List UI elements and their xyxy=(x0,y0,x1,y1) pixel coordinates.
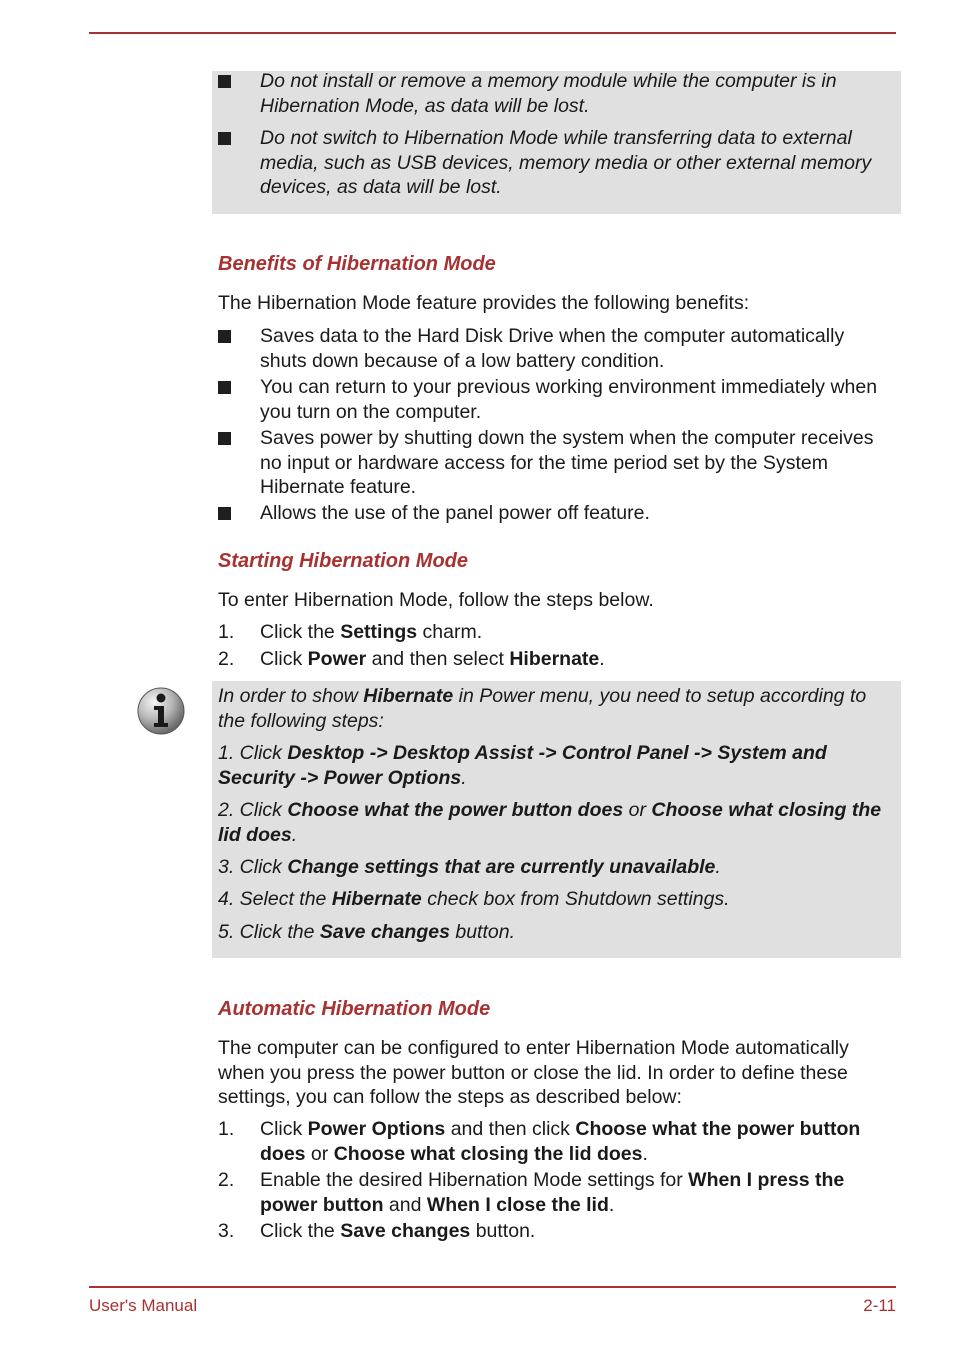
step-number: 1. xyxy=(218,1118,235,1140)
automatic-step-3: Click the Save changes button. xyxy=(260,1220,536,1242)
bullet-icon xyxy=(218,132,231,145)
footer-title: User's Manual xyxy=(89,1296,198,1315)
starting-heading: Starting Hibernation Mode xyxy=(218,550,468,572)
step-number: 2. xyxy=(218,648,235,670)
benefit-item: Saves power by shutting down the system when the computer receives no input or hardware access for the time period set by the System Hibernate feature. xyxy=(260,427,874,498)
info-note-step-1: 1. Click Desktop -> Desktop Assist -> Control Panel -> System and Security -> Power Options. xyxy=(218,742,827,789)
top-rule xyxy=(89,32,896,34)
info-note-step-2: 2. Click Choose what the power button does or Choose what closing the lid does. xyxy=(218,799,882,846)
starting-step-1: Click the Settings charm. xyxy=(260,621,483,643)
step-number: 1. xyxy=(218,621,235,643)
step-number: 3. xyxy=(218,1220,235,1242)
page-number: 2-11 xyxy=(863,1296,896,1315)
info-note-step-5: 5. Click the Save changes button. xyxy=(218,921,516,943)
automatic-heading: Automatic Hibernation Mode xyxy=(218,998,491,1020)
bullet-icon xyxy=(218,75,231,88)
benefit-item: Saves data to the Hard Disk Drive when the computer automatically shuts down because of a low battery condition. xyxy=(260,325,845,372)
bottom-rule xyxy=(89,1286,896,1288)
benefit-item: Allows the use of the panel power off feature. xyxy=(260,502,650,524)
warning-item: Do not install or remove a memory module while the computer is in Hibernation Mode, as data will be lost. xyxy=(260,70,837,117)
bullet-icon xyxy=(218,507,231,520)
warning-item: Do not switch to Hibernation Mode while transferring data to external media, such as USB devices, memory media or other external memory devices, as data will be lost. xyxy=(260,127,872,198)
starting-step-2: Click Power and then select Hibernate. xyxy=(260,648,605,670)
info-note-step-3: 3. Click Change settings that are currently unavailable. xyxy=(218,856,721,878)
automatic-step-1: Click Power Options and then click Choose what the power button does or Choose what closing the lid does. xyxy=(260,1118,861,1165)
info-note-intro: In order to show Hibernate in Power menu, you need to setup according to the following steps: xyxy=(218,685,867,732)
benefit-item: You can return to your previous working environment immediately when you turn on the computer. xyxy=(260,376,878,423)
benefits-heading: Benefits of Hibernation Mode xyxy=(218,253,496,275)
info-icon xyxy=(136,686,186,736)
starting-intro: To enter Hibernation Mode, follow the steps below. xyxy=(218,589,654,611)
automatic-intro: The computer can be configured to enter Hibernation Mode automatically when you press the power button or close the lid. In order to define these settings, you can follow the steps as described below: xyxy=(218,1037,849,1108)
info-note-step-4: 4. Select the Hibernate check box from Shutdown settings. xyxy=(218,888,730,910)
automatic-step-2: Enable the desired Hibernation Mode settings for When I press the power button and When I close the lid. xyxy=(260,1169,845,1216)
bullet-icon xyxy=(218,432,231,445)
step-number: 2. xyxy=(218,1169,235,1191)
bullet-icon xyxy=(218,330,231,343)
bullet-icon xyxy=(218,381,231,394)
benefits-intro: The Hibernation Mode feature provides the following benefits: xyxy=(218,292,750,314)
